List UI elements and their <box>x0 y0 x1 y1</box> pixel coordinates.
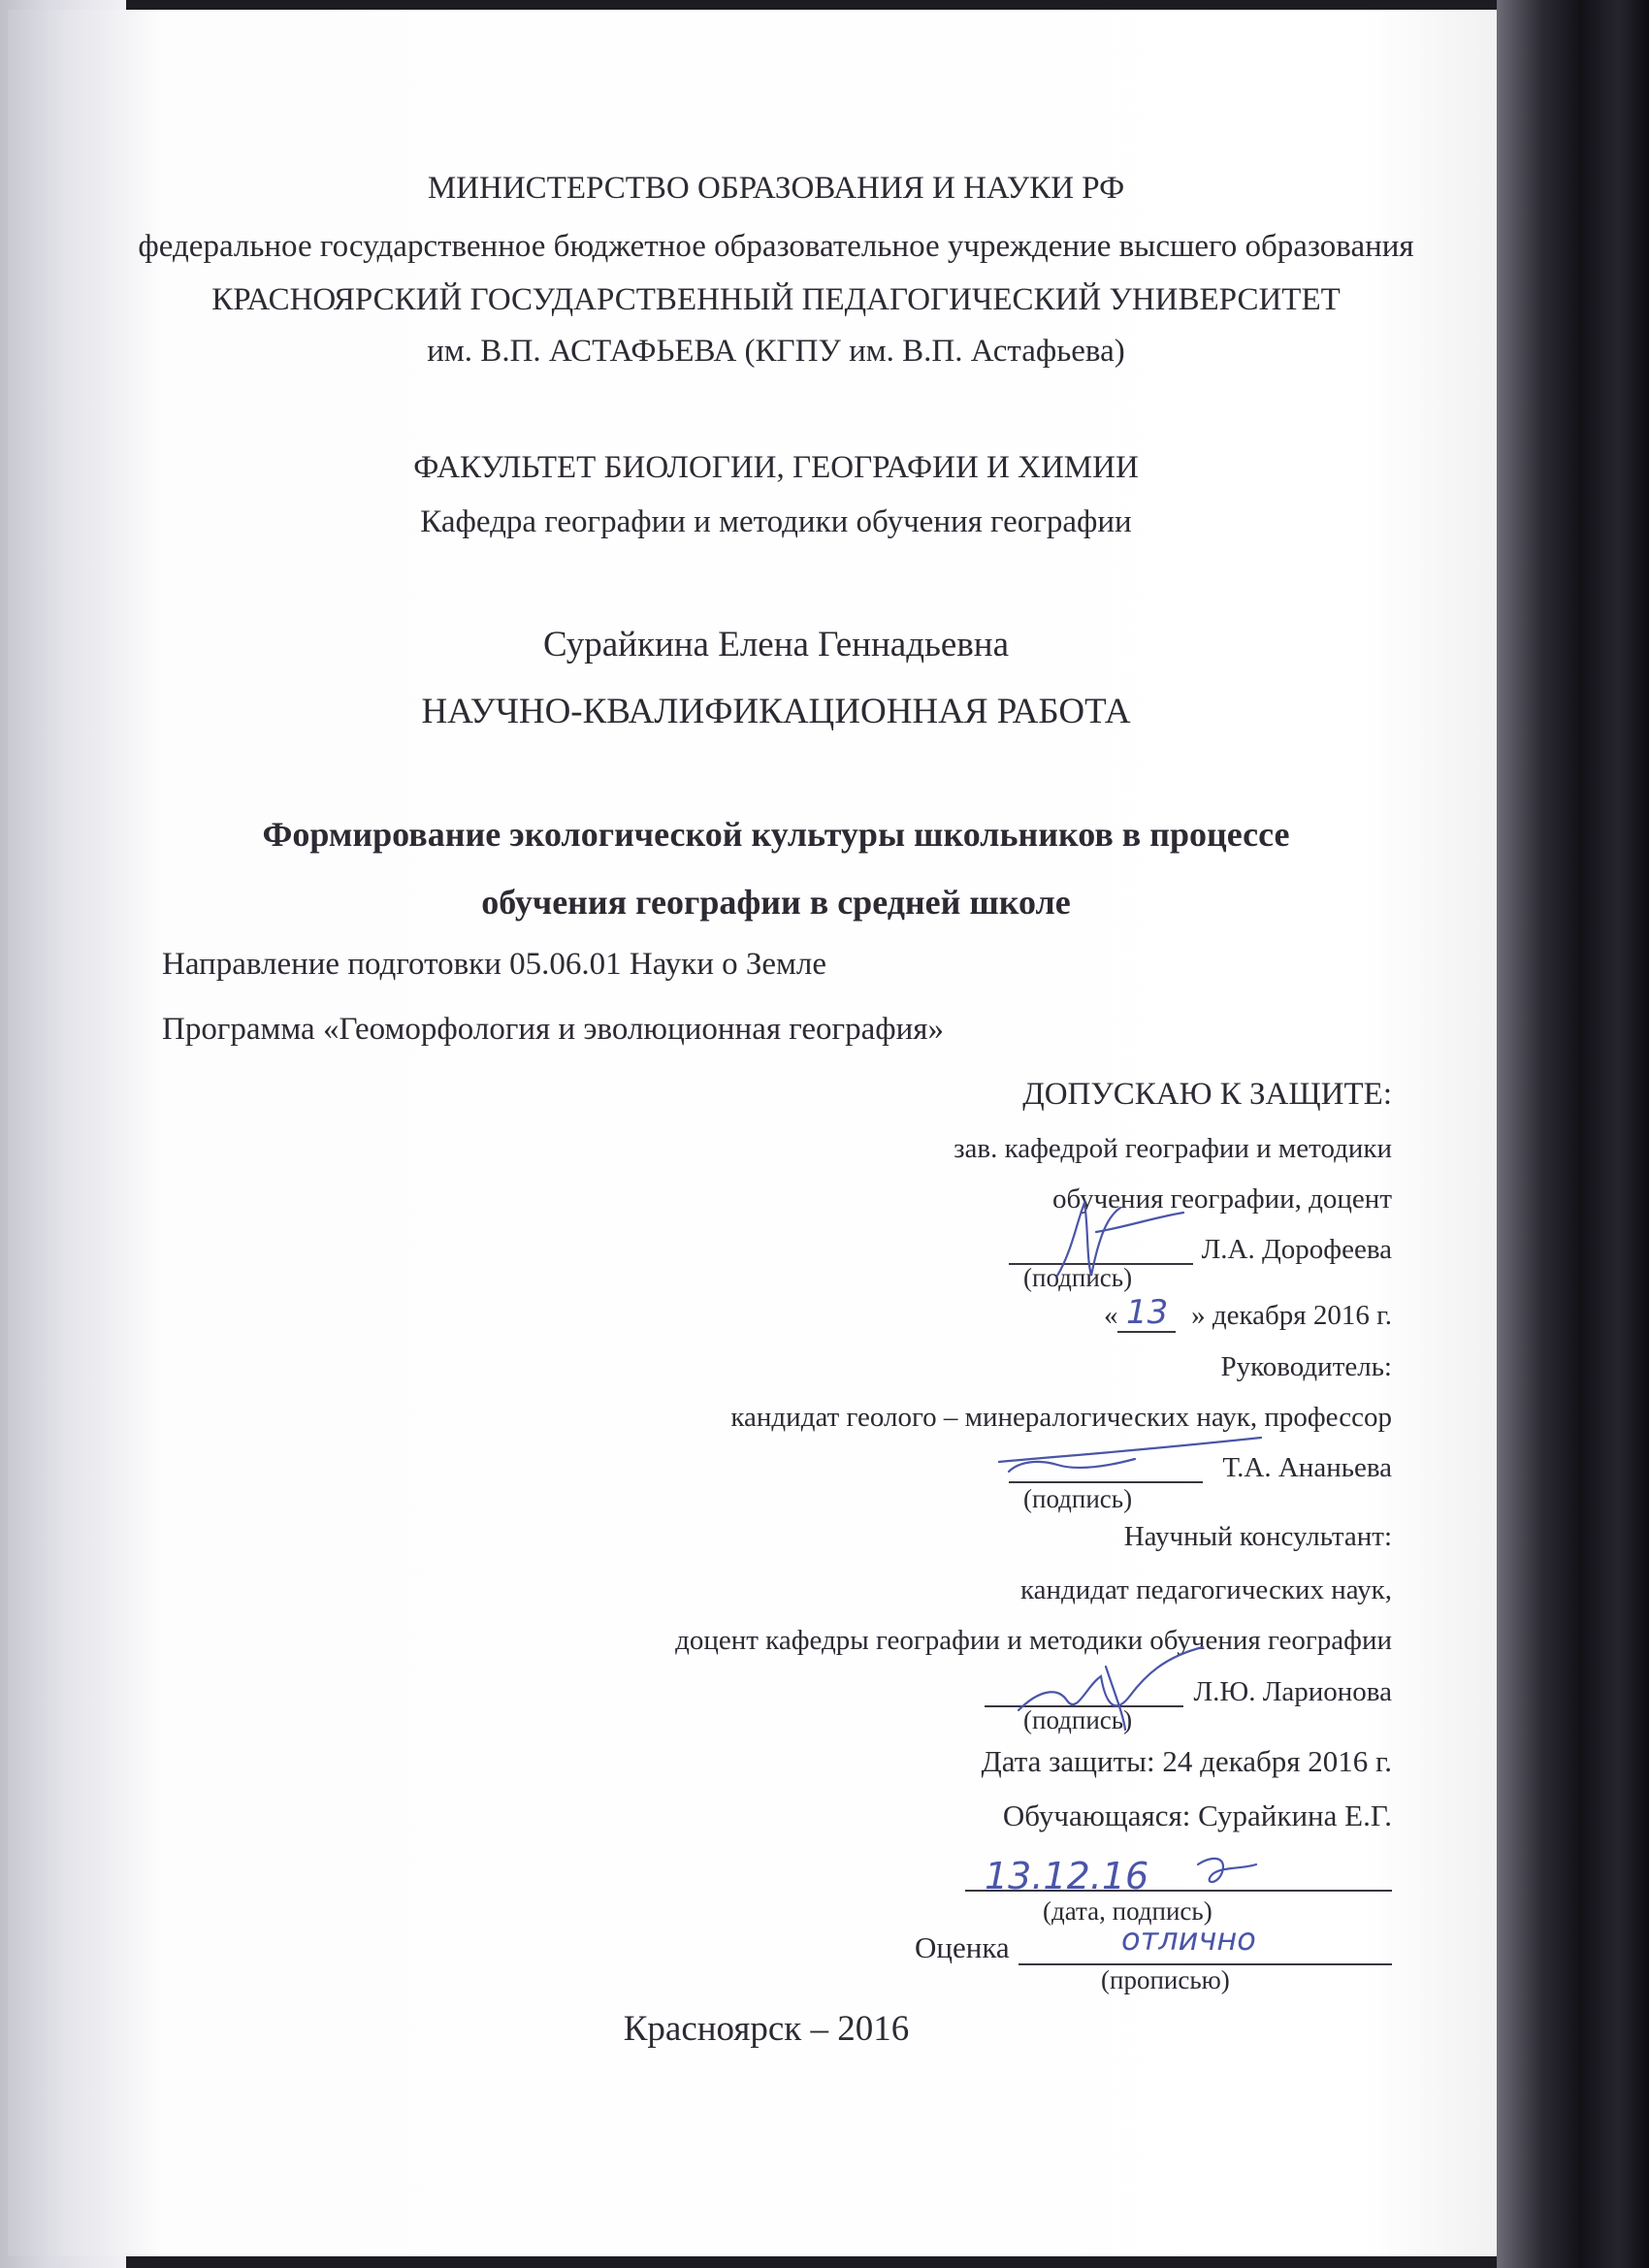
title-line-2: обучения географии в средней школе <box>481 883 1071 922</box>
approval-heading: ДОПУСКАЮ К ЗАЩИТЕ: <box>1022 1077 1392 1112</box>
consultant-name: Л.Ю. Ларионова <box>1193 1676 1392 1707</box>
svg-text:13: 13 <box>1126 1293 1169 1332</box>
grade-label: Оценка <box>915 1930 1010 1964</box>
university-named-line: им. В.П. АСТАФЬЕВА (КГПУ им. В.П. Астафьева) <box>427 334 1125 369</box>
svg-text:отлично: отлично <box>1121 1921 1256 1958</box>
student-signature-line <box>965 1890 1392 1892</box>
approval-date-open: « <box>1104 1300 1118 1331</box>
footer-city-year: Красноярск – 2016 <box>623 2009 910 2049</box>
consultant-heading: Научный консультант: <box>1123 1521 1392 1552</box>
approval-position-2: обучения географии, доцент <box>1051 1183 1392 1215</box>
work-type: НАУЧНО-КВАЛИФИКАЦИОННАЯ РАБОТА <box>421 692 1131 731</box>
supervisor-position: кандидат геолого – минералогических наук, профессор <box>730 1402 1392 1433</box>
student-caption: (дата, подпись) <box>1043 1896 1212 1926</box>
faculty-line: ФАКУЛЬТЕТ БИОЛОГИИ, ГЕОГРАФИИ И ХИМИИ <box>413 450 1139 485</box>
grade-caption: (прописью) <box>1101 1965 1230 1994</box>
university-line: КРАСНОЯРСКИЙ ГОСУДАРСТВЕННЫЙ ПЕДАГОГИЧЕСКИЙ УНИВЕРСИТЕТ <box>211 282 1341 317</box>
consultant-signature-caption: (подпись) <box>1023 1705 1133 1734</box>
supervisor-signature-caption: (подпись) <box>1023 1484 1133 1513</box>
supervisor-name: Т.А. Ананьева <box>1222 1452 1392 1483</box>
approval-date-rest: » декабря 2016 г. <box>1191 1300 1392 1331</box>
direction-line: Направление подготовки 05.06.01 Науки о Земле <box>162 947 827 982</box>
svg-text:13.12.16: 13.12.16 <box>985 1855 1149 1897</box>
ministry-line: МИНИСТЕРСТВО ОБРАЗОВАНИЯ И НАУКИ РФ <box>427 171 1125 206</box>
defense-date: Дата защиты: 24 декабря 2016 г. <box>981 1744 1392 1778</box>
student-label: Обучающаяся: Сурайкина Е.Г. <box>1002 1798 1392 1832</box>
institution-type-line: федеральное государственное бюджетное образовательное учреждение высшего образования <box>138 229 1414 264</box>
supervisor-heading: Руководитель: <box>1220 1351 1392 1382</box>
approval-name: Л.А. Дорофеева <box>1201 1234 1392 1265</box>
consultant-position-2: доцент кафедры географии и методики обучения географии <box>675 1625 1392 1656</box>
title-line-1: Формирование экологической культуры школьников в процессе <box>262 815 1290 854</box>
department-line: Кафедра географии и методики обучения географии <box>420 504 1132 539</box>
program-line: Программа «Геоморфология и эволюционная география» <box>162 1012 944 1047</box>
author-name: Сурайкина Елена Геннадьевна <box>542 625 1010 664</box>
supervisor-signature-line <box>1009 1481 1203 1483</box>
consultant-position-1: кандидат педагогических наук, <box>1019 1574 1392 1605</box>
approval-position-1: зав. кафедрой географии и методики <box>954 1133 1392 1164</box>
approval-signature-caption: (подпись) <box>1023 1263 1133 1292</box>
approval-date-day-line <box>1117 1331 1176 1333</box>
